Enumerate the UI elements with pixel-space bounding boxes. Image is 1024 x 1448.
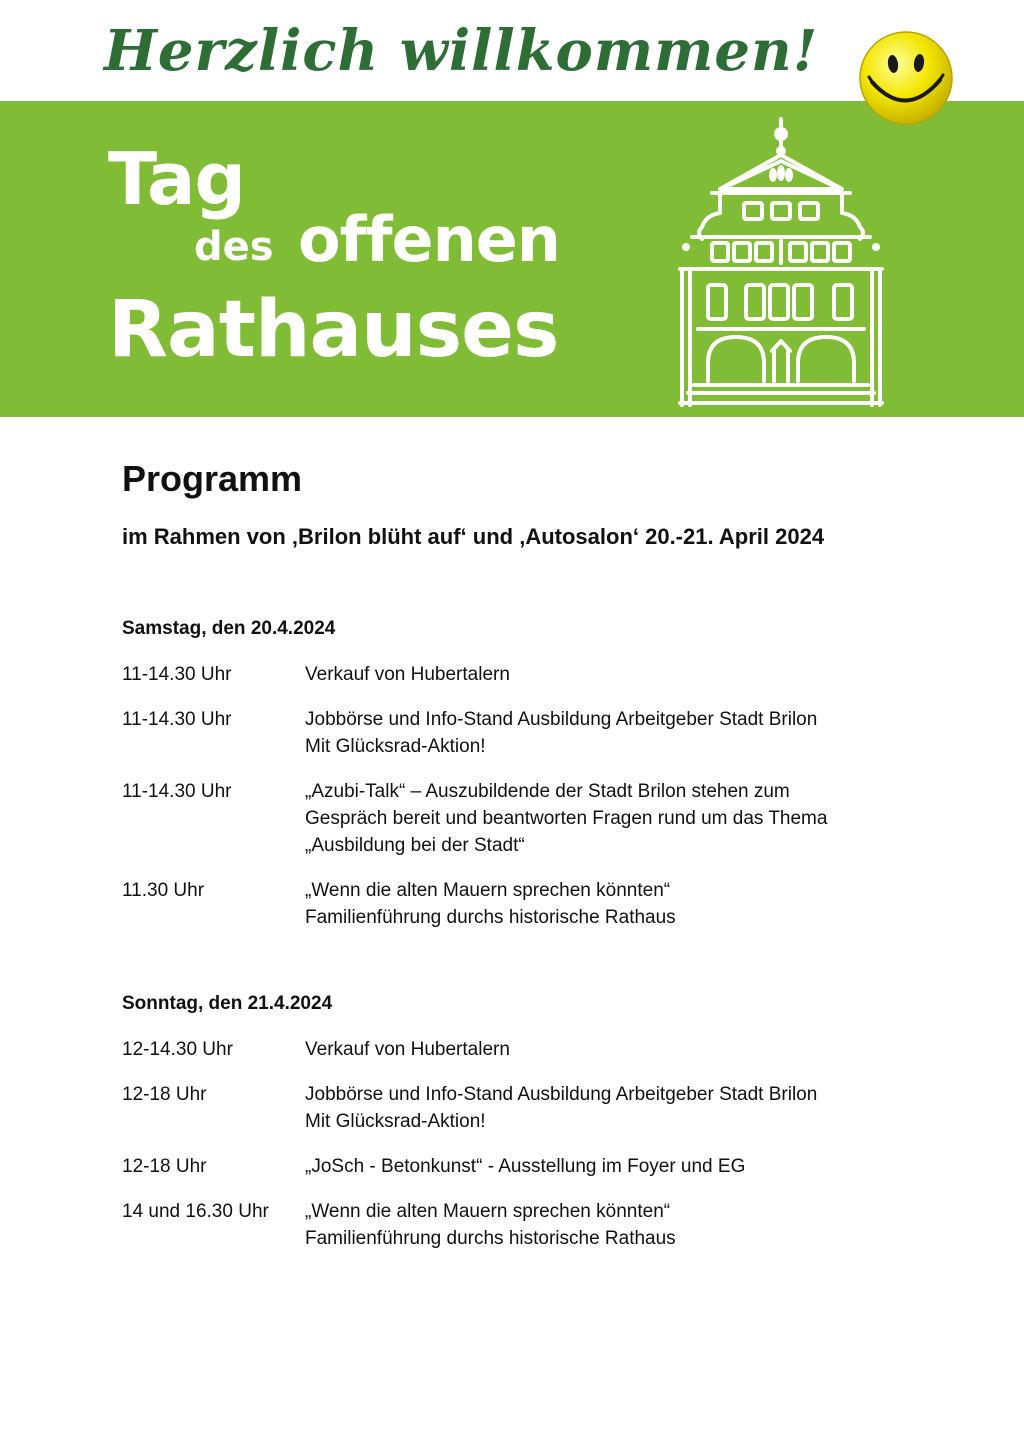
event-description: „Wenn die alten Mauern sprechen könnten“ Familienführung durchs historische Rathaus xyxy=(305,880,676,928)
list-item xyxy=(122,877,902,931)
day-saturday xyxy=(122,617,902,949)
list-item xyxy=(122,1153,902,1180)
day-sunday xyxy=(122,992,902,1270)
event-time: 11-14.30 Uhr xyxy=(122,709,232,730)
list-item xyxy=(122,1036,902,1063)
day-title: Samstag, den 20.4.2024 xyxy=(122,618,336,639)
list-item xyxy=(122,661,902,688)
smiley-face-icon xyxy=(858,30,954,126)
event-time: 14 und 16.30 Uhr xyxy=(122,1201,269,1222)
event-description: Jobbörse und Info-Stand Ausbildung Arbeitgeber Stadt Brilon Mit Glücksrad-Aktion! xyxy=(305,709,818,757)
event-time: 12-18 Uhr xyxy=(122,1156,207,1177)
town-hall-icon xyxy=(672,115,890,411)
event-time: 11-14.30 Uhr xyxy=(122,781,232,802)
event-description: Verkauf von Hubertalern xyxy=(305,1039,510,1060)
title-line-des: des xyxy=(194,224,274,270)
title-line-rathauses: Rathauses xyxy=(108,285,559,375)
program-subheading: im Rahmen von ‚Brilon blüht auf‘ und ‚Autosalon‘ 20.-21. April 2024 xyxy=(122,524,825,549)
day-title: Sonntag, den 21.4.2024 xyxy=(122,993,333,1014)
list-item xyxy=(122,706,902,760)
event-description: „Azubi-Talk“ – Auszubildende der Stadt Brilon stehen zum Gespräch bereit und beantworten Fragen rund um das Thema „Ausbildung bei der Stadt“ xyxy=(305,781,828,856)
event-description: „JoSch - Betonkunst“ - Ausstellung im Foyer und EG xyxy=(305,1156,746,1177)
title-line-offenen: offenen xyxy=(298,203,560,276)
event-time: 12-14.30 Uhr xyxy=(122,1039,233,1060)
welcome-heading: Herzlich willkommen! xyxy=(104,18,819,84)
program-heading: Programm xyxy=(122,458,303,499)
event-time: 11-14.30 Uhr xyxy=(122,664,232,685)
title-banner xyxy=(0,101,1024,417)
event-time: 11.30 Uhr xyxy=(122,880,205,901)
list-item xyxy=(122,1081,902,1135)
title-line-tag: Tag xyxy=(108,137,245,221)
event-description: „Wenn die alten Mauern sprechen könnten“ Familienführung durchs historische Rathaus xyxy=(305,1201,676,1249)
event-description: Verkauf von Hubertalern xyxy=(305,664,510,685)
event-description: Jobbörse und Info-Stand Ausbildung Arbeitgeber Stadt Brilon Mit Glücksrad-Aktion! xyxy=(305,1084,818,1132)
event-time: 12-18 Uhr xyxy=(122,1084,207,1105)
list-item xyxy=(122,778,902,859)
list-item xyxy=(122,1198,902,1252)
